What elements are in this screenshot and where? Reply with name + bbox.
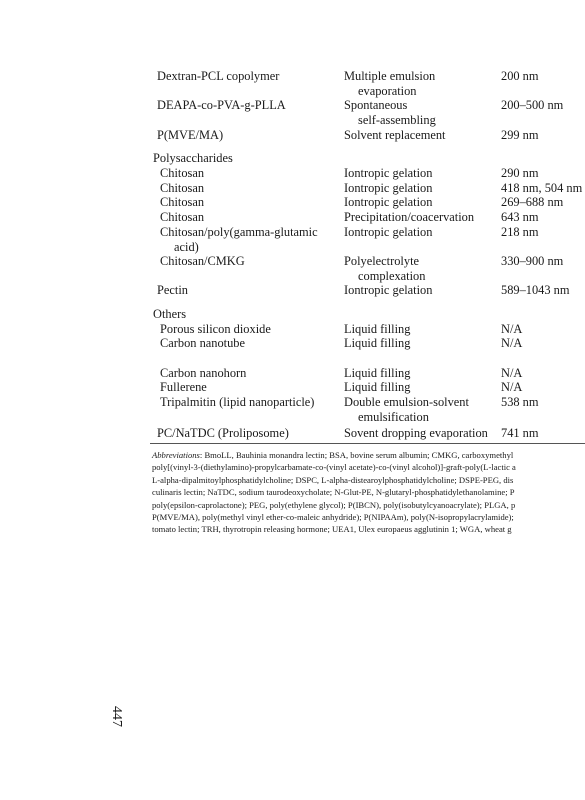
cell-line: Chitosan/poly(gamma-glutamic	[160, 225, 318, 239]
footnote-line: culinaris lectin; NaTDC, sodium taurodeoxycholate; N-Glut-PE, N-glutaryl-phosphatidylethanolamine; P	[152, 487, 515, 498]
cell-line: evaporation	[358, 84, 417, 98]
abbreviations-label: Abbreviations	[152, 450, 200, 460]
cell-chitosan-3: Chitosan	[160, 195, 205, 209]
cell-size-chitosan-4: 643 nm	[501, 210, 539, 224]
cell-method-dextran	[344, 69, 499, 99]
cell-method-chitosan-2: Iontropic gelation	[344, 181, 433, 195]
cell-chitosan-pga	[160, 225, 340, 255]
cell-line: emulsification	[358, 410, 429, 424]
cell-size-fullerene: N/A	[501, 380, 523, 394]
cell-chitosan-cmkg: Chitosan/CMKG	[160, 254, 245, 268]
cell-method-fullerene: Liquid filling	[344, 380, 411, 394]
cell-method-chitosan-4: Precipitation/coacervation	[344, 210, 475, 224]
cell-chitosan-4: Chitosan	[160, 210, 205, 224]
cell-size-carbon-nanohorn: N/A	[501, 366, 523, 380]
cell-size-porous-silicon: N/A	[501, 322, 523, 336]
cell-pmvema: P(MVE/MA)	[157, 128, 224, 142]
cell-size-chitosan-3: 269–688 nm	[501, 195, 564, 209]
cell-method-pmvema: Solvent replacement	[344, 128, 446, 142]
cell-line: Multiple emulsion	[344, 69, 436, 83]
cell-size-pectin: 589–1043 nm	[501, 283, 570, 297]
table-bottom-rule	[150, 443, 585, 444]
footnote-line: poly(epsilon-caprolactone); PEG, poly(ethylene glycol); P(IBCN), poly(isobutylcyanoacrylate); PLGA, p	[152, 499, 516, 510]
cell-method-carbon-nanohorn: Liquid filling	[344, 366, 411, 380]
cell-pc-natdc: PC/NaTDC (Proliposome)	[157, 426, 289, 440]
cell-method-chitosan-1: Iontropic gelation	[344, 166, 433, 180]
cell-method-deapa	[344, 98, 499, 128]
cell-size-pc-natdc: 741 nm	[501, 426, 539, 440]
footnote-line: tomato lectin; TRH, thyrotropin releasing hormone; UEA1, Ulex europaeus agglutinin 1; WGA, wheat g	[152, 524, 512, 535]
footnote-line	[152, 449, 585, 461]
cell-size-chitosan-1: 290 nm	[501, 166, 539, 180]
cell-deapa: DEAPA-co-PVA-g-PLLA	[157, 98, 286, 112]
cell-pectin: Pectin	[157, 283, 188, 297]
cell-carbon-nanohorn: Carbon nanohorn	[160, 366, 247, 380]
cell-size-pmvema: 299 nm	[501, 128, 539, 142]
cell-method-chitosan-cmkg	[344, 254, 499, 284]
cell-size-chitosan-2: 418 nm, 504 nm	[501, 181, 583, 195]
cell-method-chitosan-pga: Iontropic gelation	[344, 225, 433, 239]
footnote-line: P(MVE/MA), poly(methyl vinyl ether-co-maleic anhydride); P(NIPAAm), poly(N-isopropylacrylamide);	[152, 512, 514, 523]
cell-method-chitosan-3: Iontropic gelation	[344, 195, 433, 209]
cell-dextran-pcl: Dextran-PCL copolymer	[157, 69, 280, 83]
footnote-line: L-alpha-dipalmitoylphosphatidylcholine; DSPC, L-alpha-distearoylphosphatidylcholine; DSPE-PEG, dis	[152, 474, 514, 485]
cell-line: complexation	[358, 269, 426, 283]
cell-size-tripalmitin: 538 nm	[501, 395, 539, 409]
cell-size-deapa: 200–500 nm	[501, 98, 564, 112]
cell-method-pc-natdc: Sovent dropping evaporation	[344, 426, 488, 440]
cell-line: Double emulsion-solvent	[344, 395, 469, 409]
cell-method-tripalmitin	[344, 395, 499, 425]
cell-line: Spontaneous	[344, 98, 408, 112]
cell-size-chitosan-cmkg: 330–900 nm	[501, 254, 564, 268]
cell-porous-silicon: Porous silicon dioxide	[160, 322, 271, 336]
cell-size-carbon-nanotube: N/A	[501, 336, 523, 350]
cell-chitosan-1: Chitosan	[160, 166, 205, 180]
cell-tripalmitin: Tripalmitin (lipid nanoparticle)	[160, 395, 315, 409]
footnote-line: poly[(vinyl-3-(diethylamino)-propylcarbamate-co-(vinyl acetate)-co-(vinyl alcohol)]-graft-poly(L-lactic a	[152, 462, 516, 473]
cell-method-porous-silicon: Liquid filling	[344, 322, 411, 336]
cell-size-chitosan-pga: 218 nm	[501, 225, 539, 239]
page-number: 447	[109, 706, 124, 727]
cell-line: self-assembling	[358, 113, 436, 127]
cell-chitosan-2: Chitosan	[160, 181, 205, 195]
abbreviations-footnote	[152, 449, 585, 536]
cell-method-pectin: Iontropic gelation	[344, 283, 433, 297]
cell-line: Polyelectrolyte	[344, 254, 420, 268]
cell-method-carbon-nanotube: Liquid filling	[344, 336, 411, 350]
cell-line: acid)	[174, 240, 199, 254]
footnote-text: : BmoLL, Bauhinia monandra lectin; BSA, bovine serum albumin; CMKG, carboxymethyl	[199, 450, 514, 460]
section-heading-polysaccharides: Polysaccharides	[153, 151, 233, 165]
cell-size-dextran: 200 nm	[501, 69, 539, 83]
cell-carbon-nanotube: Carbon nanotube	[160, 336, 245, 350]
section-heading-others: Others	[153, 307, 187, 321]
cell-fullerene: Fullerene	[160, 380, 207, 394]
